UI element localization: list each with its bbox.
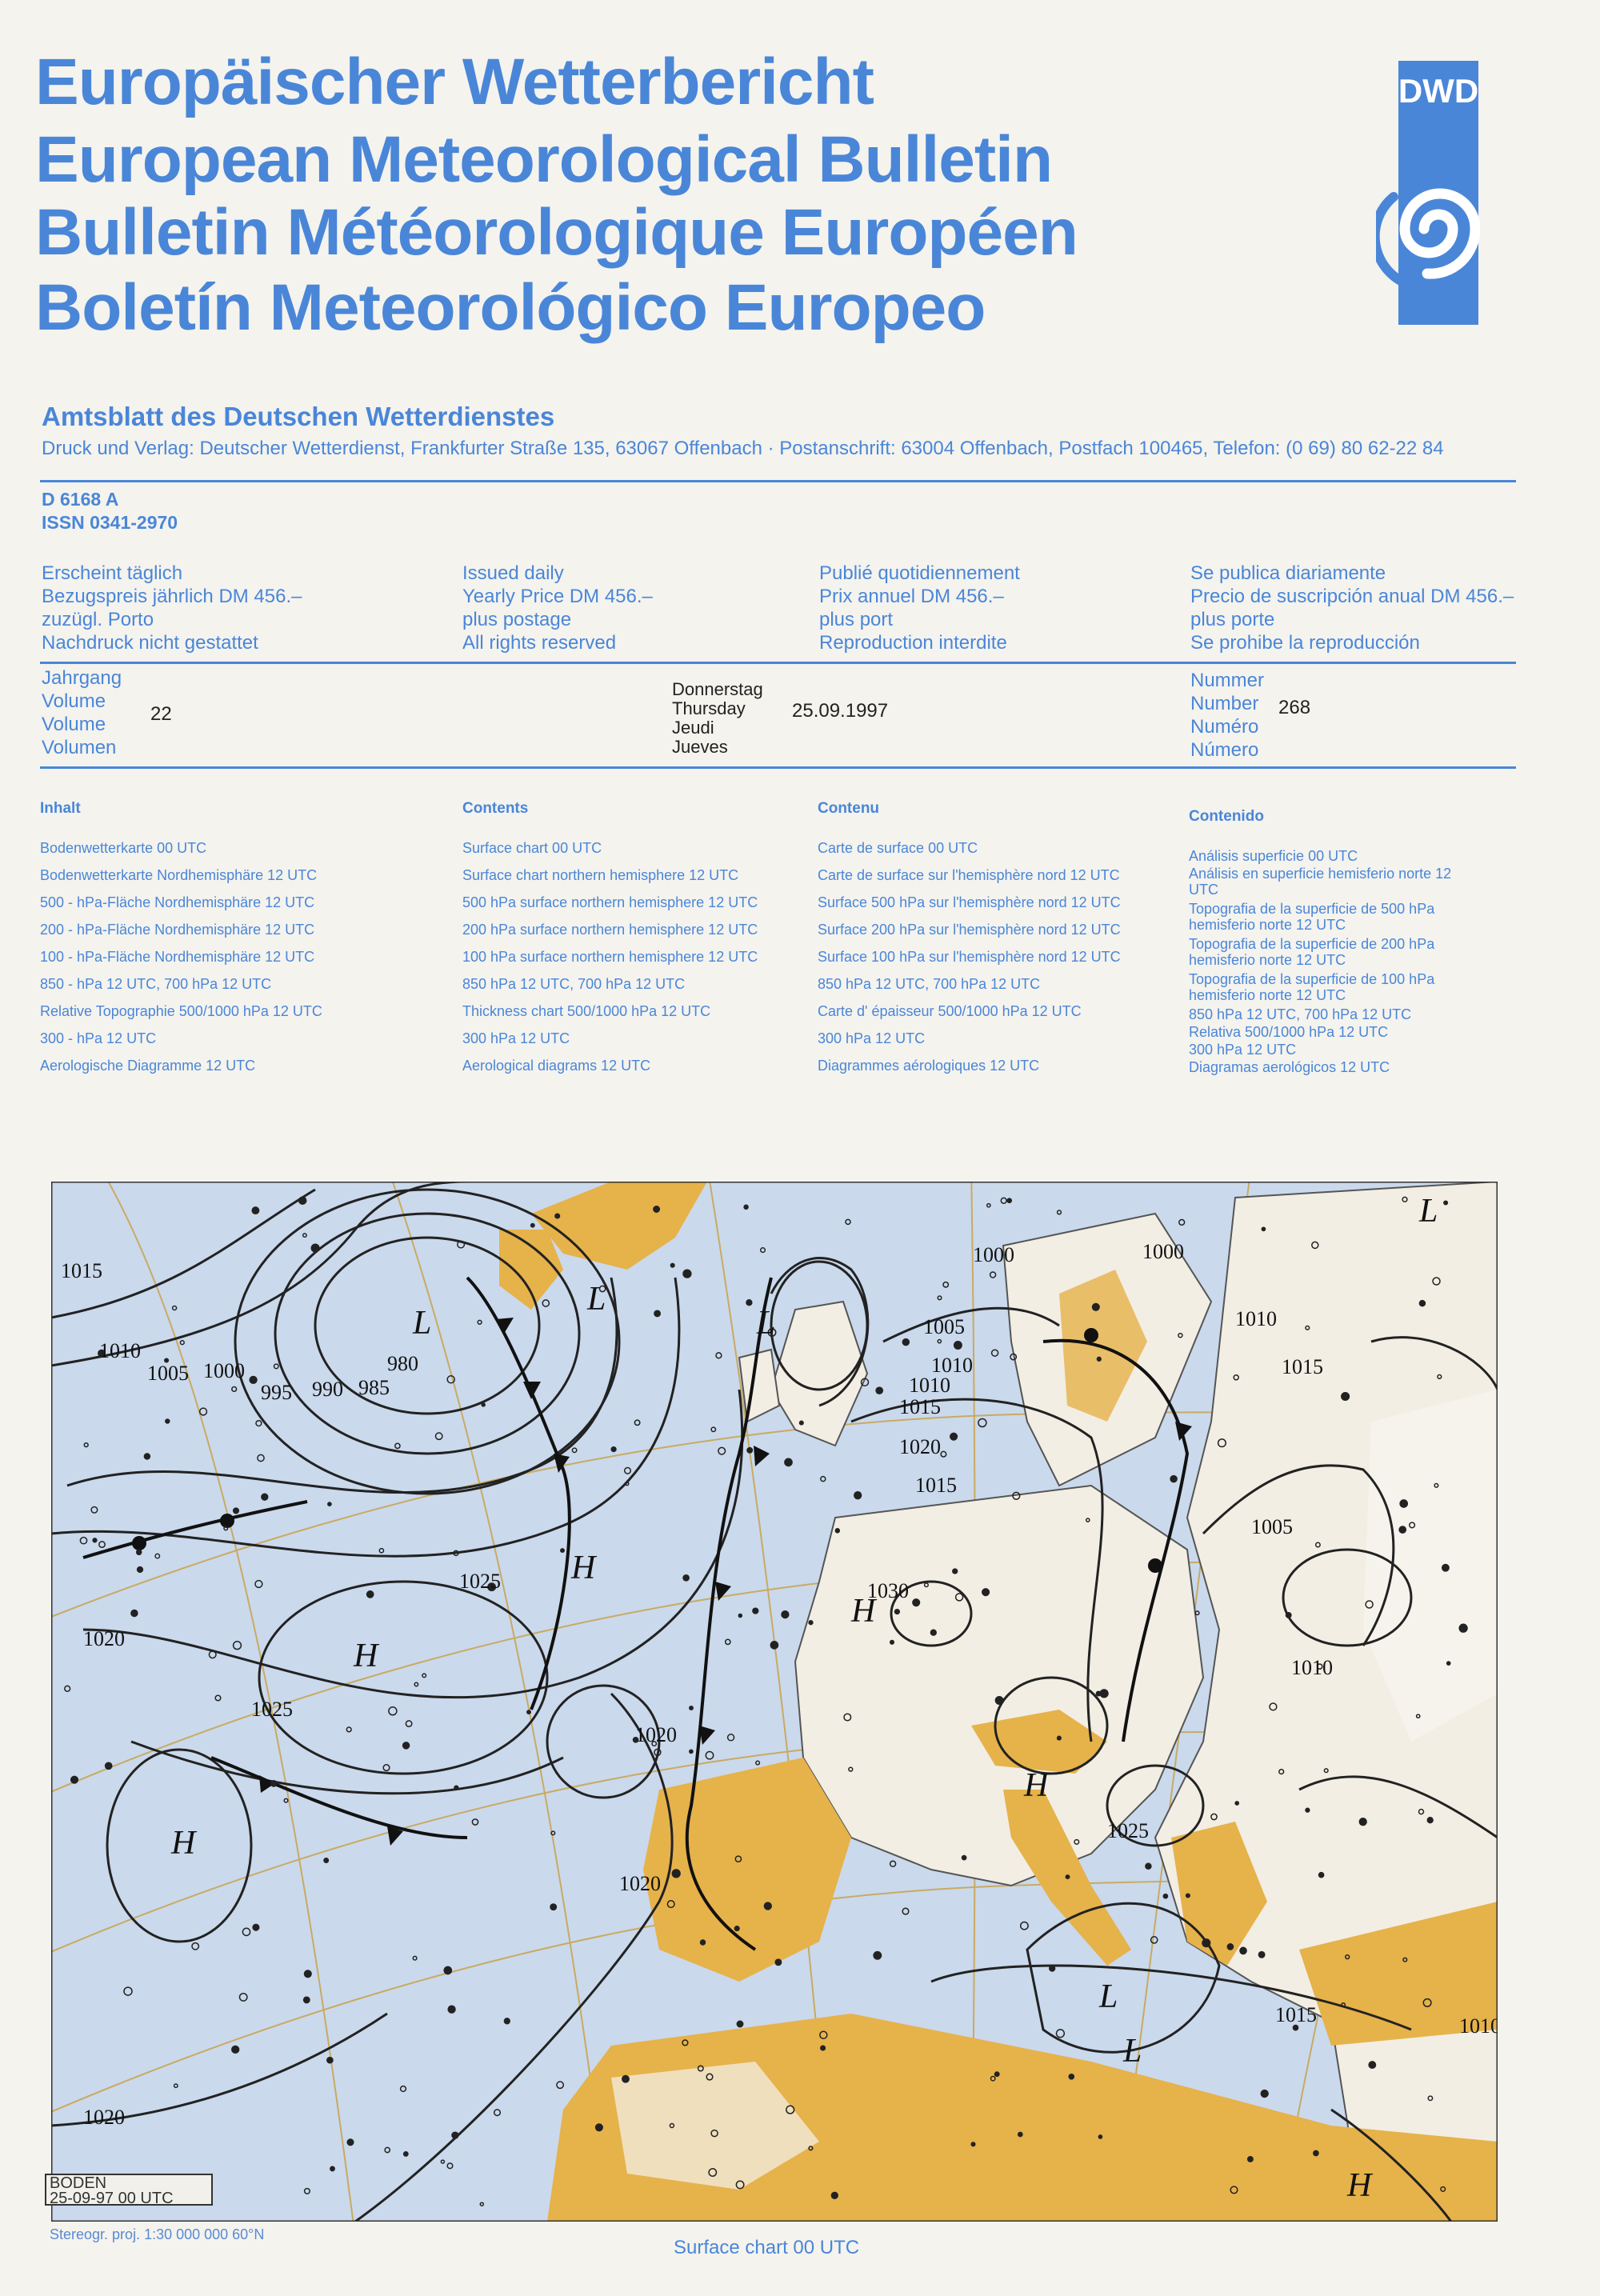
contents-item[interactable]: Diagrammes aérologiques 12 UTC xyxy=(818,1058,1040,1074)
isobar-label: 1010 xyxy=(1235,1307,1277,1330)
occluded-front-semicircle xyxy=(1084,1328,1098,1342)
low-center: L xyxy=(757,1305,776,1342)
number-labels xyxy=(1190,669,1264,762)
station-dot xyxy=(654,1310,660,1316)
high-center: H xyxy=(571,1550,596,1586)
station-dot xyxy=(1419,1301,1425,1306)
station-dot xyxy=(232,2046,239,2054)
low-center: L xyxy=(1123,2033,1142,2070)
isobar-label: 1000 xyxy=(973,1243,1014,1266)
map-stamp xyxy=(45,2174,213,2206)
contents-item[interactable]: Topografia de la superficie de 500 hPa hemisferio norte 12 UTC xyxy=(1189,901,1435,933)
isobar-label: 1000 xyxy=(203,1359,245,1382)
map-stamp-date: 25-09-97 00 UTC xyxy=(50,2190,174,2207)
issue-date: 25.09.1997 xyxy=(792,700,889,722)
station-dot xyxy=(995,2072,999,2076)
sub-line: plus port xyxy=(819,609,894,630)
sub-line: zuzügl. Porto xyxy=(42,609,154,630)
station-dot xyxy=(835,1529,839,1533)
isobar-label: 1010 xyxy=(99,1339,141,1362)
contents-item[interactable]: Diagramas aerológicos 12 UTC xyxy=(1189,1059,1390,1075)
number-label: Numéro xyxy=(1190,716,1259,738)
subscription-english xyxy=(462,562,653,654)
sub-line: Reproduction interdite xyxy=(819,632,1007,654)
title-german: Europäischer Wetterbericht xyxy=(35,46,874,118)
contents-item[interactable]: Topografia de la superficie de 100 hPa hemisferio norte 12 UTC xyxy=(1189,971,1435,1003)
low-center: L xyxy=(587,1281,606,1318)
dwd-logo-text: DWD xyxy=(1398,72,1479,110)
station-dot xyxy=(1240,1947,1246,1954)
station-dot xyxy=(262,1494,268,1500)
station-dot xyxy=(747,1448,752,1453)
contents-french xyxy=(818,800,1170,1085)
isobar-label: 1025 xyxy=(1107,1819,1149,1842)
sub-line: Se publica diariamente xyxy=(1190,562,1386,584)
sub-line: Bezugspreis jährlich DM 456.– xyxy=(42,586,302,607)
high-center: H xyxy=(354,1638,378,1674)
station-dot xyxy=(1097,1357,1101,1361)
contents-item[interactable]: Carte d' épaisseur 500/1000 hPa 12 UTC xyxy=(818,1003,1082,1019)
station-dot xyxy=(690,1706,693,1710)
isobar-label: 1010 xyxy=(1459,2014,1498,2038)
contents-item[interactable]: Carte de surface sur l'hemisphère nord 12 UTC xyxy=(818,867,1120,883)
contents-item[interactable]: Surface chart 00 UTC xyxy=(462,840,602,856)
contents-item[interactable]: Relative Topographie 500/1000 hPa 12 UTC xyxy=(40,1003,322,1019)
station-dot xyxy=(596,2124,603,2131)
contents-item[interactable]: Análisis en superficie hemisferio norte 12 UTC xyxy=(1189,866,1452,898)
contents-item[interactable]: Surface 200 hPa sur l'hemisphère nord 12 UTC xyxy=(818,922,1121,938)
contents-heading: Contenido xyxy=(1189,808,1264,825)
station-dot xyxy=(1261,2090,1268,2098)
isobar-label: 1020 xyxy=(83,2106,125,2129)
station-dot xyxy=(962,1856,966,1860)
station-dot xyxy=(785,1458,792,1466)
dwd-logo xyxy=(1376,61,1480,325)
issn: ISSN 0341-2970 xyxy=(42,512,178,533)
isobar-label: 1020 xyxy=(83,1627,125,1650)
isobar-label: 1030 xyxy=(867,1579,909,1602)
warm-front-semicircle xyxy=(132,1536,146,1550)
station-dot xyxy=(1369,2062,1375,2068)
sub-line: plus porte xyxy=(1190,609,1275,630)
contents-item[interactable]: 850 hPa 12 UTC, 700 hPa 12 UTC xyxy=(818,976,1041,992)
contents-item[interactable]: Aerological diagrams 12 UTC xyxy=(462,1058,651,1074)
station-dot xyxy=(327,2058,333,2063)
divider xyxy=(40,480,1516,482)
contents-german xyxy=(40,800,344,1085)
station-dot xyxy=(1342,1393,1350,1401)
volume-labels xyxy=(42,666,122,759)
contents-item[interactable]: 300 hPa 12 UTC xyxy=(462,1030,570,1046)
contents-item[interactable]: Relativa 500/1000 hPa 12 UTC xyxy=(1189,1024,1389,1040)
subscription-spanish xyxy=(1190,562,1514,654)
station-dot xyxy=(131,1610,138,1617)
station-dot xyxy=(311,1244,319,1252)
station-dot xyxy=(622,2076,629,2082)
sub-line: Yearly Price DM 456.– xyxy=(462,586,653,607)
station-dot xyxy=(444,1966,451,1974)
station-dot xyxy=(954,1342,962,1349)
station-dot xyxy=(1058,1736,1062,1740)
sub-line: Nachdruck nicht gestattet xyxy=(42,632,258,654)
station-dot xyxy=(106,1762,112,1769)
day-label: Jueves xyxy=(672,737,728,757)
contents-spanish xyxy=(1189,808,1477,1077)
station-dot xyxy=(782,1611,789,1618)
contents-english xyxy=(462,800,782,1085)
station-dot xyxy=(654,1206,659,1212)
station-dot xyxy=(1050,1966,1055,1971)
station-dot xyxy=(971,2142,975,2146)
station-dot xyxy=(271,1781,277,1786)
station-dot xyxy=(1170,1476,1177,1482)
station-dot xyxy=(482,1403,485,1406)
day-label: Thursday xyxy=(672,698,746,718)
contents-item[interactable]: 500 - hPa-Fläche Nordhemisphäre 12 UTC xyxy=(40,894,315,910)
station-dot xyxy=(1459,1624,1467,1632)
station-dot xyxy=(690,1750,693,1753)
station-dot xyxy=(874,1952,881,1959)
station-dot xyxy=(1007,1198,1011,1202)
contents-item[interactable]: Surface 100 hPa sur l'hemisphère nord 12 UTC xyxy=(818,949,1121,965)
station-dot xyxy=(770,1642,778,1649)
station-dot xyxy=(1447,1662,1450,1665)
publisher-name: Amtsblatt des Deutschen Wetterdienstes xyxy=(42,402,555,431)
volume-label: Volume xyxy=(42,690,106,712)
station-dot xyxy=(1286,1613,1291,1618)
station-dot xyxy=(764,1902,771,1910)
station-dot xyxy=(304,1997,310,2002)
station-dot xyxy=(953,1569,958,1574)
contents-item[interactable]: 100 hPa surface northern hemisphere 12 UTC xyxy=(462,949,758,965)
isobar-label: 1015 xyxy=(899,1395,941,1418)
station-dot xyxy=(701,1940,706,1945)
sub-line: Se prohibe la reproducción xyxy=(1190,632,1420,654)
station-dot xyxy=(404,2152,408,2156)
high-center: H xyxy=(171,1825,196,1862)
isobar-label: 1010 xyxy=(1291,1656,1333,1679)
station-dot xyxy=(531,1224,534,1227)
sub-line: Precio de suscripción anual DM 456.– xyxy=(1190,586,1514,607)
d-number: D 6168 A xyxy=(42,489,119,510)
station-dot xyxy=(683,1270,691,1278)
contents-item[interactable]: Carte de surface 00 UTC xyxy=(818,840,978,856)
station-dot xyxy=(1146,1863,1151,1869)
isobar-label: 1025 xyxy=(251,1698,293,1721)
station-dot xyxy=(809,1621,813,1625)
station-dot xyxy=(1258,1952,1264,1958)
station-dot xyxy=(670,1263,674,1267)
contents-item[interactable]: 200 hPa surface northern hemisphere 12 UTC xyxy=(462,922,758,938)
isobar-label: 1020 xyxy=(619,1872,661,1895)
number-label: Número xyxy=(1190,739,1259,761)
station-dot xyxy=(330,2166,334,2170)
station-dot xyxy=(137,1550,142,1554)
day-label: Donnerstag xyxy=(672,679,763,699)
station-dot xyxy=(902,1339,909,1346)
station-dot xyxy=(555,1214,560,1218)
station-dot xyxy=(1098,2135,1102,2138)
station-dot xyxy=(1100,1690,1108,1698)
station-dot xyxy=(252,1207,258,1214)
volume-value: 22 xyxy=(150,703,172,725)
station-dot xyxy=(753,1608,758,1614)
station-dot xyxy=(1444,1201,1448,1205)
isobar-label: 1010 xyxy=(909,1374,950,1397)
station-dot xyxy=(930,1630,936,1635)
contents-item[interactable]: 300 hPa 12 UTC xyxy=(1189,1042,1297,1058)
contents-item[interactable]: 200 - hPa-Fläche Nordhemisphäre 12 UTC xyxy=(40,922,315,938)
station-dot xyxy=(1359,1818,1366,1826)
contents-item[interactable]: 850 hPa 12 UTC, 700 hPa 12 UTC xyxy=(1189,1006,1412,1022)
isobar-label: 1020 xyxy=(635,1723,677,1746)
isobar-label: 1000 xyxy=(1142,1240,1184,1263)
sub-line: Publié quotidiennement xyxy=(819,562,1020,584)
station-dot xyxy=(253,1924,259,1930)
isobar-label: 1015 xyxy=(915,1474,957,1497)
isobar-label: 1010 xyxy=(931,1354,973,1377)
projection-note: Stereogr. proj. 1:30 000 000 60°N xyxy=(50,2226,265,2242)
station-dot xyxy=(527,1710,530,1714)
station-dot xyxy=(1314,2150,1318,2155)
station-dot xyxy=(448,2006,455,2013)
station-dot xyxy=(347,2139,354,2146)
volume-label: Volume xyxy=(42,714,106,735)
station-dot xyxy=(854,1492,862,1499)
station-dot xyxy=(995,1697,1002,1704)
publisher-address: Druck und Verlag: Deutscher Wetterdienst, Frankfurter Straße 135, 63067 Offenbach · Postanschrift: 63004 Offenbach, Postfach 100465, Telefon: (0 69) 80 62-22 84 xyxy=(42,438,1444,459)
contents-item[interactable]: Surface 500 hPa sur l'hemisphère nord 12 UTC xyxy=(818,894,1121,910)
subscription-french xyxy=(819,562,1020,654)
high-center: H xyxy=(851,1593,876,1630)
station-dot xyxy=(683,1575,689,1581)
contents-item[interactable]: 500 hPa surface northern hemisphere 12 UTC xyxy=(462,894,758,910)
contents-item[interactable]: 100 - hPa-Fläche Nordhemisphäre 12 UTC xyxy=(40,949,315,965)
title-french: Bulletin Météorologique Européen xyxy=(35,196,1078,269)
contents-item[interactable]: Topografia de la superficie de 200 hPa hemisferio norte 12 UTC xyxy=(1189,936,1435,968)
volume-label: Jahrgang xyxy=(42,667,122,689)
station-dot xyxy=(1163,1894,1167,1898)
station-dot xyxy=(744,1205,748,1209)
station-dot xyxy=(1427,1818,1433,1823)
low-center: L xyxy=(413,1305,432,1342)
contents-item[interactable]: 300 hPa 12 UTC xyxy=(818,1030,926,1046)
isobar-label: 1015 xyxy=(1282,1355,1323,1378)
contents-heading: Inhalt xyxy=(40,800,81,817)
station-dot xyxy=(144,1454,150,1459)
station-dot xyxy=(1306,1808,1310,1812)
isobar-label: 1020 xyxy=(899,1435,941,1458)
station-dot xyxy=(561,1549,564,1552)
station-dot xyxy=(1186,1894,1190,1898)
contents-item[interactable]: Bodenwetterkarte Nordhemisphäre 12 UTC xyxy=(40,867,318,883)
station-dot xyxy=(305,1970,312,1978)
station-dot xyxy=(1066,1875,1069,1878)
isobar-label: 1005 xyxy=(147,1362,189,1385)
contents-item[interactable]: Aerologische Diagramme 12 UTC xyxy=(40,1058,256,1074)
station-dot xyxy=(299,1197,306,1204)
number-value: 268 xyxy=(1278,697,1311,718)
isobar-label: 1025 xyxy=(459,1570,501,1593)
station-dot xyxy=(1442,1565,1449,1571)
isobar-label: 1015 xyxy=(61,1259,102,1282)
station-dot xyxy=(895,1610,900,1614)
station-dot xyxy=(550,1904,556,1910)
station-dot xyxy=(1227,1944,1233,1950)
high-center: H xyxy=(1347,2167,1372,2204)
day-label: Jeudi xyxy=(672,718,714,738)
map-stamp-title: BODEN xyxy=(50,2174,107,2192)
contents-heading: Contenu xyxy=(818,800,880,817)
station-dot xyxy=(454,1786,458,1790)
station-dot xyxy=(831,2192,838,2198)
station-dot xyxy=(1069,2074,1074,2079)
contents-item[interactable]: Bodenwetterkarte 00 UTC xyxy=(40,840,207,856)
station-dot xyxy=(950,1433,958,1440)
station-dot xyxy=(800,1421,804,1425)
station-dot xyxy=(1399,1526,1406,1533)
isobar-label: 1015 xyxy=(1275,2003,1317,2026)
contents-item[interactable]: Thickness chart 500/1000 hPa 12 UTC xyxy=(462,1003,711,1019)
station-dot xyxy=(1319,1873,1324,1878)
isobar-label: 1005 xyxy=(923,1315,965,1338)
station-dot xyxy=(504,2018,510,2024)
station-dot xyxy=(234,1508,239,1514)
isobar-label: 990 xyxy=(312,1378,343,1401)
station-dot xyxy=(775,1959,781,1965)
isobar-label: 980 xyxy=(387,1352,418,1375)
high-center: H xyxy=(1024,1767,1049,1804)
contents-item[interactable]: 850 hPa 12 UTC, 700 hPa 12 UTC xyxy=(462,976,686,992)
occluded-front-semicircle xyxy=(1148,1558,1162,1573)
low-center: L xyxy=(1099,1978,1118,2015)
title-english: European Meteorological Bulletin xyxy=(35,123,1053,196)
station-dot xyxy=(1400,1500,1407,1507)
station-dot xyxy=(328,1502,331,1506)
isobar-label: 1005 xyxy=(1251,1515,1293,1538)
station-dot xyxy=(982,1589,990,1596)
station-dot xyxy=(821,2046,826,2050)
number-label: Number xyxy=(1190,693,1259,714)
station-dot xyxy=(913,1599,920,1606)
surface-weather-map xyxy=(51,1182,1498,2222)
station-dot xyxy=(93,1538,97,1542)
sub-line: Prix annuel DM 456.– xyxy=(819,586,1004,607)
station-dot xyxy=(611,1447,616,1452)
day-labels xyxy=(672,680,763,757)
station-dot xyxy=(746,1300,752,1306)
station-dot xyxy=(734,1926,739,1931)
station-dot xyxy=(1202,1939,1210,1947)
station-dot xyxy=(1248,2157,1253,2162)
map-caption: Surface chart 00 UTC xyxy=(674,2237,860,2258)
sub-line: Erscheint täglich xyxy=(42,562,183,584)
station-dot xyxy=(71,1776,78,1783)
divider xyxy=(40,766,1516,769)
station-dot xyxy=(403,1742,410,1749)
volume-label: Volumen xyxy=(42,737,117,758)
station-dot xyxy=(250,1377,257,1384)
station-dot xyxy=(1093,1304,1100,1311)
station-dot xyxy=(672,1870,680,1878)
number-label: Nummer xyxy=(1190,670,1265,691)
station-dot xyxy=(1262,1227,1265,1230)
station-dot xyxy=(890,1641,894,1645)
contents-item[interactable]: 850 - hPa 12 UTC, 700 hPa 12 UTC xyxy=(40,976,272,992)
sub-line: Issued daily xyxy=(462,562,564,584)
isobar-label: 985 xyxy=(358,1376,390,1399)
low-center: L xyxy=(1419,1193,1438,1230)
station-dot xyxy=(738,1614,742,1618)
sub-line: plus postage xyxy=(462,609,572,630)
station-dot xyxy=(452,2132,458,2138)
station-dot xyxy=(876,1387,882,1394)
station-dot xyxy=(324,1858,328,1862)
isobar-label: 995 xyxy=(261,1381,292,1404)
contents-item[interactable]: Análisis superficie 00 UTC xyxy=(1189,848,1358,864)
station-dot xyxy=(1018,2132,1022,2136)
title-spanish: Boletín Meteorológico Europeo xyxy=(35,271,986,344)
station-dot xyxy=(367,1591,374,1598)
warm-front-semicircle xyxy=(220,1514,234,1528)
station-dot xyxy=(1235,1802,1238,1805)
contents-item[interactable]: 300 - hPa 12 UTC xyxy=(40,1030,157,1046)
station-dot xyxy=(737,2021,742,2026)
sub-line: All rights reserved xyxy=(462,632,617,654)
station-dot xyxy=(166,1419,170,1423)
subscription-german xyxy=(42,562,302,654)
contents-item[interactable]: Surface chart northern hemisphere 12 UTC xyxy=(462,867,739,883)
contents-heading: Contents xyxy=(462,800,529,817)
divider xyxy=(40,662,1516,664)
station-dot xyxy=(138,1567,143,1573)
